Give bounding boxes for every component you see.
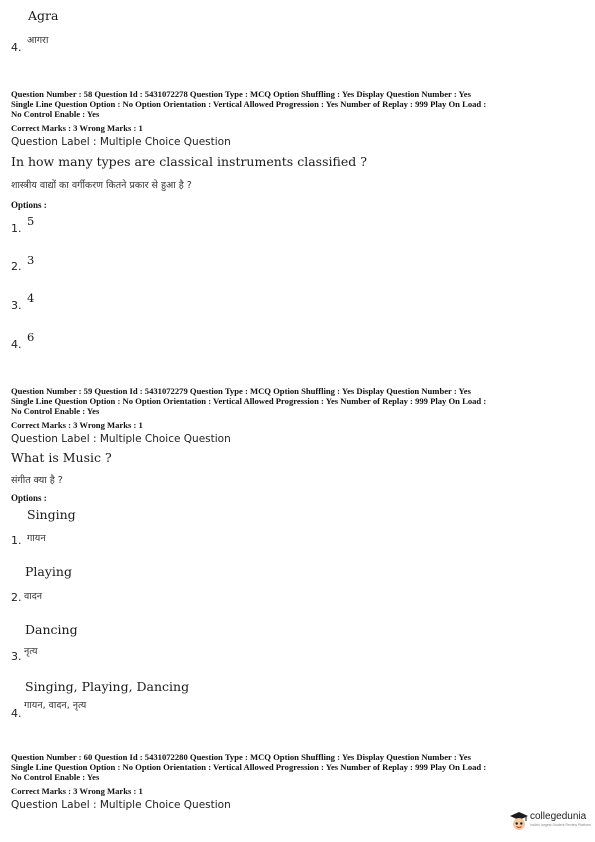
q58-meta-line2: Single Line Question Option : No Option Orientation : Vertical Allowed Progression : Yes Number of Replay : 999 Play On Load :	[11, 99, 487, 109]
q59-options-label: Options :	[11, 493, 47, 503]
q59-option2-english[interactable]: Playing	[25, 564, 72, 579]
q58-marks: Correct Marks : 3 Wrong Marks : 1	[11, 123, 143, 133]
prev-option4-english: Agra	[28, 8, 59, 23]
q59-option4-number: 4.	[11, 707, 22, 720]
q58-option1-number: 1.	[11, 222, 22, 235]
q59-option1-hindi[interactable]: गायन	[27, 533, 46, 544]
q59-question-text-en: What is Music ?	[11, 450, 112, 465]
q58-question-label: Question Label : Multiple Choice Question	[11, 136, 231, 148]
q60-meta-line2: Single Line Question Option : No Option Orientation : Vertical Allowed Progression : Yes Number of Replay : 999 Play On Load :	[11, 762, 487, 772]
q60-meta-line1: Question Number : 60 Question Id : 5431072280 Question Type : MCQ Option Shuffling : Yes Display Question Number : Yes	[11, 752, 471, 762]
q59-option1-number: 1.	[11, 534, 22, 547]
q59-option3-english[interactable]: Dancing	[25, 622, 78, 637]
q58-option2-number: 2.	[11, 260, 22, 273]
q59-option1-english[interactable]: Singing	[27, 507, 76, 522]
brand-name: collegedunia	[530, 811, 587, 822]
q59-marks: Correct Marks : 3 Wrong Marks : 1	[11, 420, 143, 430]
q58-question-text-en: In how many types are classical instruments classified ?	[11, 154, 367, 169]
q58-option2-value[interactable]: 3	[27, 253, 35, 267]
graduate-mascot-icon	[508, 810, 530, 832]
q58-meta-line3: No Control Enable : Yes	[11, 109, 100, 119]
q59-option2-number: 2.	[11, 591, 22, 604]
q59-question-text-hi: संगीत क्या है ?	[11, 475, 63, 486]
q58-option3-value[interactable]: 4	[27, 291, 35, 305]
q60-marks: Correct Marks : 3 Wrong Marks : 1	[11, 786, 143, 796]
q58-option1-value[interactable]: 5	[27, 214, 35, 228]
prev-option4-number: 4.	[11, 41, 22, 54]
q58-option4-value[interactable]: 6	[27, 330, 35, 344]
q59-question-label: Question Label : Multiple Choice Question	[11, 433, 231, 445]
collegedunia-logo	[508, 808, 592, 834]
q59-option4-hindi[interactable]: गायन, वादन, नृत्य	[24, 700, 87, 711]
q59-option4-english[interactable]: Singing, Playing, Dancing	[25, 679, 190, 694]
q58-question-text-hi: शास्त्रीय वाद्यों का वर्गीकरण कितने प्रकार से हुआ है ?	[11, 180, 192, 191]
q58-option4-number: 4.	[11, 338, 22, 351]
q59-option2-hindi[interactable]: वादन	[24, 591, 43, 602]
q58-meta-line1: Question Number : 58 Question Id : 5431072278 Question Type : MCQ Option Shuffling : Yes Display Question Number : Yes	[11, 89, 471, 99]
prev-option4-hindi: आगरा	[27, 35, 49, 46]
q58-option3-number: 3.	[11, 299, 22, 312]
q60-question-label: Question Label : Multiple Choice Question	[11, 799, 231, 811]
q59-option3-number: 3.	[11, 650, 22, 663]
brand-tagline: India's largest Student Review Platform	[530, 823, 591, 827]
q59-meta-line1: Question Number : 59 Question Id : 5431072279 Question Type : MCQ Option Shuffling : Yes Display Question Number : Yes	[11, 386, 471, 396]
q59-option3-hindi[interactable]: नृत्य	[24, 646, 38, 657]
q60-meta-line3: No Control Enable : Yes	[11, 772, 100, 782]
q58-options-label: Options :	[11, 200, 47, 210]
q59-meta-line2: Single Line Question Option : No Option Orientation : Vertical Allowed Progression : Yes Number of Replay : 999 Play On Load :	[11, 396, 487, 406]
q59-meta-line3: No Control Enable : Yes	[11, 406, 100, 416]
